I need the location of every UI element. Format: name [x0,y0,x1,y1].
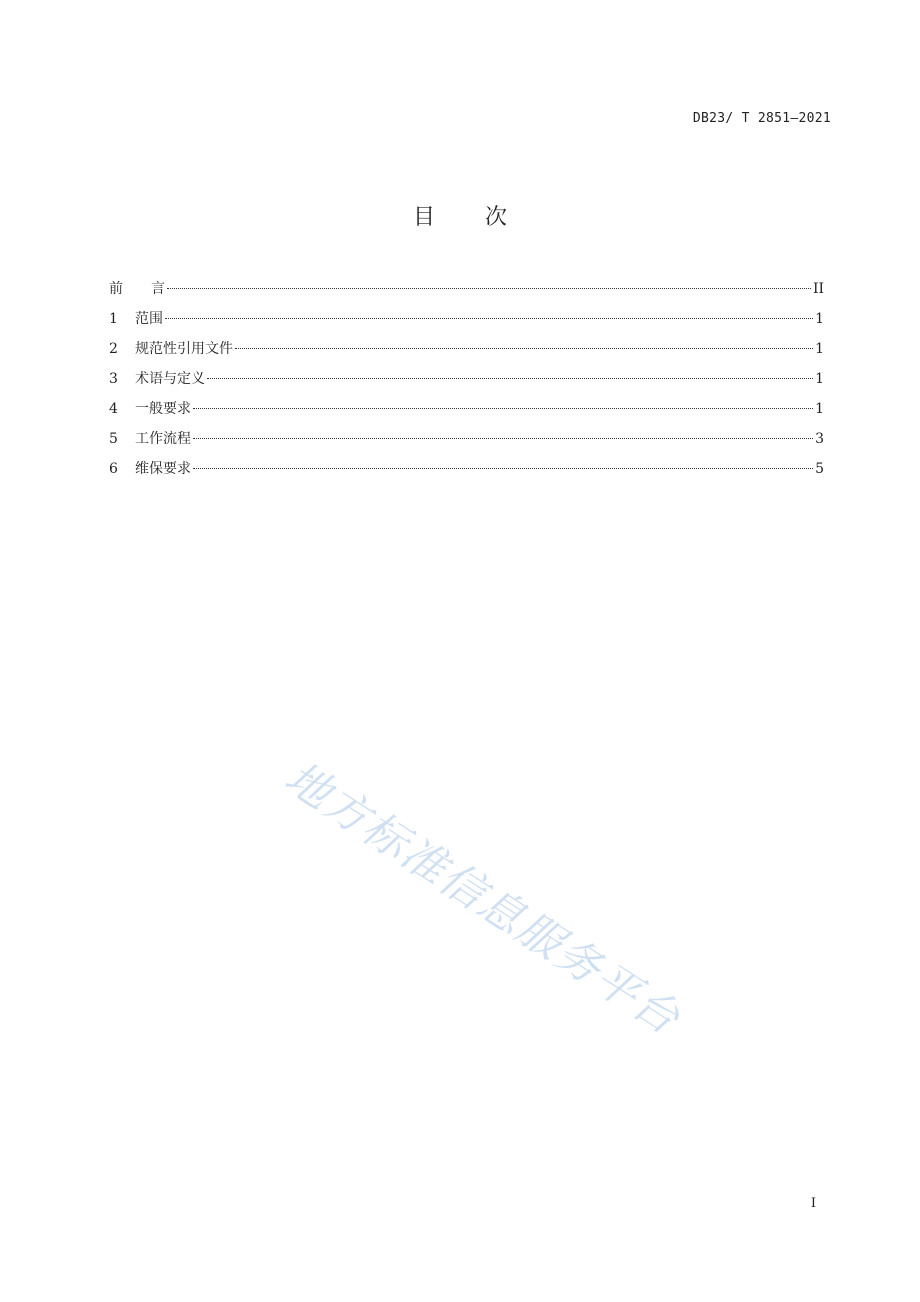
toc-title [0,200,920,231]
toc-dot-leader [207,378,813,379]
toc-title-char-2: 次 [485,205,508,230]
toc-dot-leader [193,438,813,439]
toc-entry-workflow[interactable] [109,428,824,458]
toc-entry-number: 6 [109,461,118,477]
toc-entry-page: 5 [815,461,824,477]
toc-entry-page: 3 [815,431,824,447]
toc-entry-page: 1 [815,371,824,387]
toc-entry-foreword[interactable] [109,278,824,308]
toc-title-char-1: 目 [412,205,435,230]
toc-entry-number: 4 [109,401,118,417]
toc-entry-number: 5 [109,431,118,447]
toc-entry-general-requirements[interactable] [109,398,824,428]
toc-dot-leader [235,348,813,349]
page-number: I [810,1196,816,1211]
toc-entry-number: 3 [109,371,118,387]
toc-dot-leader [165,318,813,319]
watermark: 地方标准信息服务平台 [275,752,690,1046]
table-of-contents [109,278,824,488]
document-code: DB23/ T 2851—2021 [692,111,831,126]
toc-dot-leader [193,468,813,469]
toc-entry-number: 2 [109,341,118,357]
toc-entry-label: 规范性引用文件 [135,341,233,357]
toc-entry-number: 1 [109,311,118,327]
toc-entry-label: 一般要求 [135,401,191,417]
toc-dot-leader [193,408,813,409]
toc-entry-normative-references[interactable] [109,338,824,368]
toc-entry-page: 1 [815,341,824,357]
toc-entry-page: 1 [815,401,824,417]
toc-entry-maintenance-requirements[interactable] [109,458,824,488]
toc-entry-page: 1 [815,311,824,327]
toc-entry-scope[interactable] [109,308,824,338]
toc-entry-label: 范围 [135,311,163,327]
toc-entry-terms-definitions[interactable] [109,368,824,398]
toc-dot-leader [167,288,811,289]
toc-entry-label: 工作流程 [135,431,191,447]
toc-entry-label: 术语与定义 [135,371,205,387]
toc-entry-label: 前 言 [109,281,165,297]
toc-entry-page: II [812,281,824,297]
toc-entry-label: 维保要求 [135,461,191,477]
